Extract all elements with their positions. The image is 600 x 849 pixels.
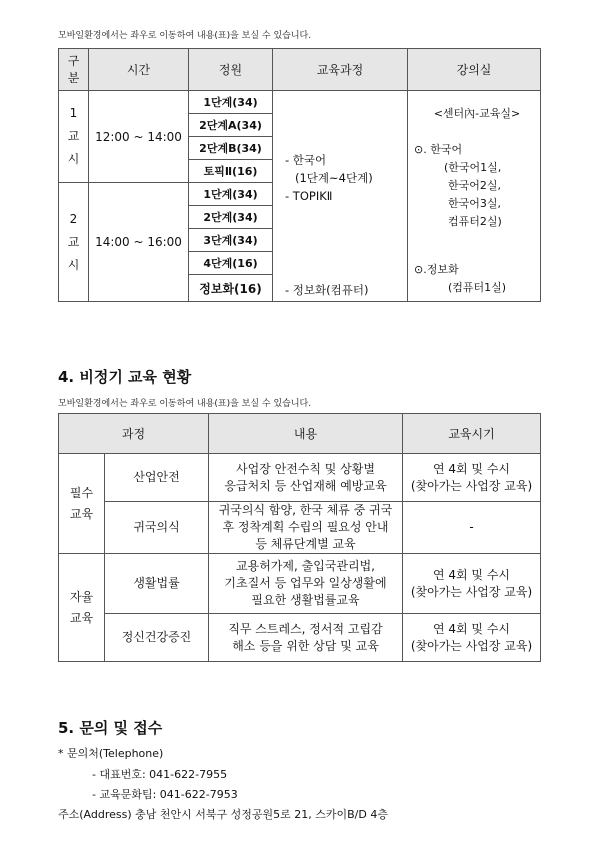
level-cell: 4단계(16)	[189, 252, 273, 275]
room-korean-2: 한국어2실,	[448, 179, 501, 192]
course-name: 귀국의식	[105, 502, 209, 554]
period-2-time: 14:00 ~ 16:00	[89, 183, 189, 302]
course-korean: - 한국어	[285, 153, 327, 167]
group-optional: 자율 교육	[59, 554, 105, 662]
header-capacity: 정원	[189, 49, 273, 91]
irregular-education-table	[58, 413, 541, 662]
course-korean-sub: (1단계~4단계)	[295, 171, 373, 185]
schedule-table	[58, 48, 541, 302]
course-info: - 정보화(컴퓨터)	[285, 283, 369, 297]
level-cell: 토픽Ⅱ(16)	[189, 160, 273, 183]
level-cell: 2단계B(34)	[189, 137, 273, 160]
period-2-label: 2 교 시	[59, 183, 89, 302]
level-cell: 정보화(16)	[189, 275, 273, 302]
level-cell: 1단계(34)	[189, 91, 273, 114]
course-content: 귀국의식 함양, 한국 체류 중 귀국 후 정착계획 수립의 필요성 안내 등 체류단계별 교육	[209, 502, 403, 554]
mobile-notice-2: 모바일환경에서는 좌우로 이동하여 내용(표)을 보실 수 있습니다.	[58, 399, 312, 409]
header-course: 교육과정	[273, 49, 408, 91]
address: 주소(Address) 충남 천안시 서북구 성정공원5로 21, 스카이B/D 4층	[58, 808, 388, 821]
room-korean-4: 컴퓨터2실)	[448, 215, 502, 228]
course-period: 연 4회 및 수시 (찾아가는 사업장 교육)	[403, 454, 541, 502]
room-center: <센터內-교육실>	[433, 107, 521, 120]
header-division: 구분	[59, 49, 89, 91]
level-cell: 3단계(34)	[189, 229, 273, 252]
period-1-time: 12:00 ~ 14:00	[89, 91, 189, 183]
mobile-notice: 모바일환경에서는 좌우로 이동하여 내용(표)을 보실 수 있습니다.	[58, 31, 312, 41]
main-phone: - 대표번호: 041-622-7955	[92, 768, 228, 781]
course-period: 연 4회 및 수시 (찾아가는 사업장 교육)	[403, 554, 541, 614]
course-topik: - TOPIKⅡ	[285, 189, 333, 203]
room-info: ⊙.정보화	[414, 263, 459, 276]
level-cell: 2단계A(34)	[189, 114, 273, 137]
course-name: 생활법률	[105, 554, 209, 614]
room-korean-3: 한국어3실,	[448, 197, 501, 210]
header-content: 내용	[209, 414, 403, 454]
room-info-room: (컴퓨터1실)	[448, 281, 507, 294]
header-course: 과정	[59, 414, 209, 454]
course-cell	[273, 91, 408, 302]
edu-phone: - 교육문화팀: 041-622-7953	[92, 788, 238, 801]
section-5-title: 5. 문의 및 접수	[58, 719, 163, 737]
room-korean-1: (한국어1실,	[444, 161, 502, 174]
room-korean: ⊙. 한국어	[414, 143, 463, 156]
header-period: 교육시기	[403, 414, 541, 454]
level-cell: 1단계(34)	[189, 183, 273, 206]
course-period: 연 4회 및 수시 (찾아가는 사업장 교육)	[403, 614, 541, 662]
course-content: 교용허가제, 출입국관리법, 기초질서 등 업무와 일상생활에 필요한 생활법률교육	[209, 554, 403, 614]
header-time: 시간	[89, 49, 189, 91]
course-content: 사업장 안전수칙 및 상황별 응급처치 등 산업재해 예방교육	[209, 454, 403, 502]
room-cell	[408, 91, 541, 302]
group-required: 필수 교육	[59, 454, 105, 554]
course-name: 산업안전	[105, 454, 209, 502]
course-name: 정신건강증진	[105, 614, 209, 662]
level-cell: 2단계(34)	[189, 206, 273, 229]
header-room: 강의실	[408, 49, 541, 91]
period-1-label: 1 교 시	[59, 91, 89, 183]
section-4-title: 4. 비정기 교육 현황	[58, 368, 192, 386]
course-content: 직무 스트레스, 정서적 고립감 해소 등을 위한 상담 및 교육	[209, 614, 403, 662]
contact-title: * 문의처(Telephone)	[58, 747, 164, 760]
course-period: -	[403, 502, 541, 554]
